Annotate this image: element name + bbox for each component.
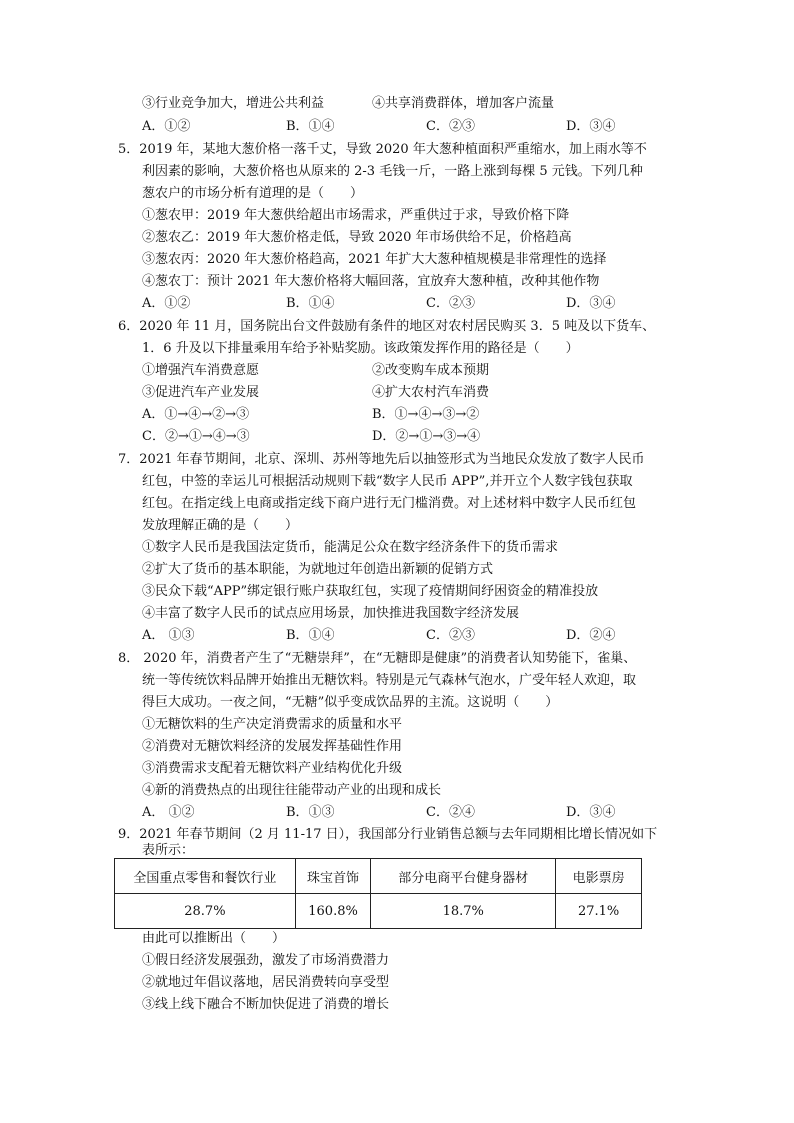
q5-statement-3: ③葱农丙：2020 年大葱价格趋高，2021 年扩大大葱种植规模是非常理性的选择 [142,252,607,267]
q5-statement-4: ④葱农丁：预计 2021 年大葱价格将大幅回落，宜放弃大葱种植，改种其他作物 [142,274,600,289]
q6-statement-3: ③促进汽车产业发展 [142,385,260,400]
sales-growth-table [114,858,642,929]
q7-statement-1: ①数字人民币是我国法定货币，能满足公众在数字经济条件下的货币需求 [142,540,559,555]
q7-option-b: B．①④ [286,628,335,643]
q4-option-a: A．①② [142,119,191,134]
q8-option-b: B．①③ [286,805,335,820]
q5-stem-line-2: 利因素的影响，大葱价格也从原来的 2-3 毛钱一斤，一路上涨到每棵 5 元钱。下列几种 [142,164,643,179]
q5-option-b: B．①④ [286,296,335,311]
q5-statement-1: ①葱农甲：2019 年大葱供给超出市场需求，严重供过于求，导致价格下降 [142,208,570,223]
table-cell: 18.7% [371,894,556,929]
q6-statement-2: ②改变购车成本预期 [372,363,490,378]
q5-option-d: D．③④ [566,296,616,311]
q7-statement-4: ④丰富了数字人民币的试点应用场景，加快推进我国数字经济发展 [142,606,520,621]
q6-option-a: A．①→④→②→③ [142,407,250,422]
q8-statement-3: ③消费需求支配着无糖饮料产业结构优化升级 [142,761,403,776]
q6-stem-line-1: 6．2020 年 11 月，国务院出台文件鼓励有条件的地区对农村居民购买 3．5 吨及以下货车、 [118,319,656,334]
q4-option-b: B．①④ [286,119,335,134]
q9-stem-line-2: 表所示： [142,843,195,858]
q5-stem-line-3: 葱农户的市场分析有道理的是（ ） [142,186,364,201]
table-header-cell: 部分电商平台健身器材 [371,859,556,894]
q4-statement-3: ③行业竞争加大，增进公共利益 [142,96,325,111]
table-row [115,894,642,929]
q6-statement-4: ④扩大农村汽车消费 [372,385,490,400]
q9-statement-1: ①假日经济发展强劲，激发了市场消费潜力 [142,953,390,968]
q5-option-c: C．②③ [426,296,475,311]
q7-stem-line-3: 红包。在指定线上电商或指定线下商户进行无门槛消费。对上述材料中数字人民币红包 [142,496,637,511]
q7-option-c: C．②③ [426,628,475,643]
q8-statement-2: ②消费对无糖饮料经济的发展发挥基础性作用 [142,739,403,754]
table-header-row [115,859,642,894]
q9-prompt: 由此可以推断出（ ） [142,931,286,946]
table-header-cell: 全国重点零售和餐饮行业 [115,859,296,894]
table-header-cell: 电影票房 [556,859,642,894]
q8-option-a: A． ①② [142,805,195,820]
q7-statement-2: ②扩大了货币的基本职能，为就地过年创造出新颖的促销方式 [142,562,494,577]
q8-statement-1: ①无糖饮料的生产决定消费需求的质量和水平 [142,717,403,732]
q6-option-c: C．②→①→④→③ [142,429,250,444]
q6-option-b: B．①→④→③→② [372,407,480,422]
q7-option-a: A． ①③ [142,628,195,643]
q4-statement-4: ④共享消费群体，增加客户流量 [372,96,555,111]
q7-option-d: D．②④ [566,628,616,643]
table-cell: 28.7% [115,894,296,929]
q9-statement-3: ③线上线下融合不断加快促进了消费的增长 [142,997,390,1012]
q6-option-d: D．②→①→③→④ [372,429,481,444]
q8-stem-line-1: 8． 2020 年，消费者产生了“无糖崇拜”，在“无糖即是健康”的消费者认知势能下，雀巢、 [118,651,637,666]
q6-stem-line-2: 1．6 升及以下排量乘用车给予补贴奖励。该政策发挥作用的路径是（ ） [142,341,579,356]
q7-stem-line-1: 7．2021 年春节期间，北京、深圳、苏州等地先后以抽签形式为当地民众发放了数字人民币 [118,452,645,467]
q8-stem-line-3: 得巨大成功。一夜之间，“无糖”似乎变成饮品界的主流。这说明（ ） [142,695,559,710]
table-cell: 27.1% [556,894,642,929]
q9-stem-line-1: 9．2021 年春节期间（2 月 11-17 日），我国部分行业销售总额与去年同期相比增长情况如下 [118,827,658,842]
q4-option-c: C．②③ [426,119,475,134]
q5-statement-2: ②葱农乙：2019 年大葱价格走低，导致 2020 年市场供给不足，价格趋高 [142,230,572,245]
q7-stem-line-4: 发放理解正确的是（ ） [142,518,299,533]
q8-option-c: C．②④ [426,805,475,820]
q7-statement-3: ③民众下载“APP”绑定银行账户获取红包，实现了疫情期间纾困资金的精准投放 [142,584,599,599]
q6-statement-1: ①增强汽车消费意愿 [142,363,260,378]
q8-option-d: D．③④ [566,805,616,820]
q4-option-d: D．③④ [566,119,616,134]
q5-stem-line-1: 5．2019 年，某地大葱价格一落千丈，导致 2020 年大葱种植面积严重缩水，加上雨水等不 [118,142,647,157]
q8-stem-line-2: 统一等传统饮料品牌开始推出无糖饮料。特别是元气森林气泡水，广受年轻人欢迎，取 [142,673,637,688]
q5-option-a: A．①② [142,296,191,311]
q7-stem-line-2: 红包，中签的幸运儿可根据活动规则下载“数字人民币 APP”,并开立个人数字钱包获取 [142,474,633,489]
q8-statement-4: ④新的消费热点的出现往往能带动产业的出现和成长 [142,783,442,798]
q9-statement-2: ②就地过年倡议落地，居民消费转向享受型 [142,975,390,990]
table-cell: 160.8% [295,894,370,929]
table-header-cell: 珠宝首饰 [295,859,370,894]
